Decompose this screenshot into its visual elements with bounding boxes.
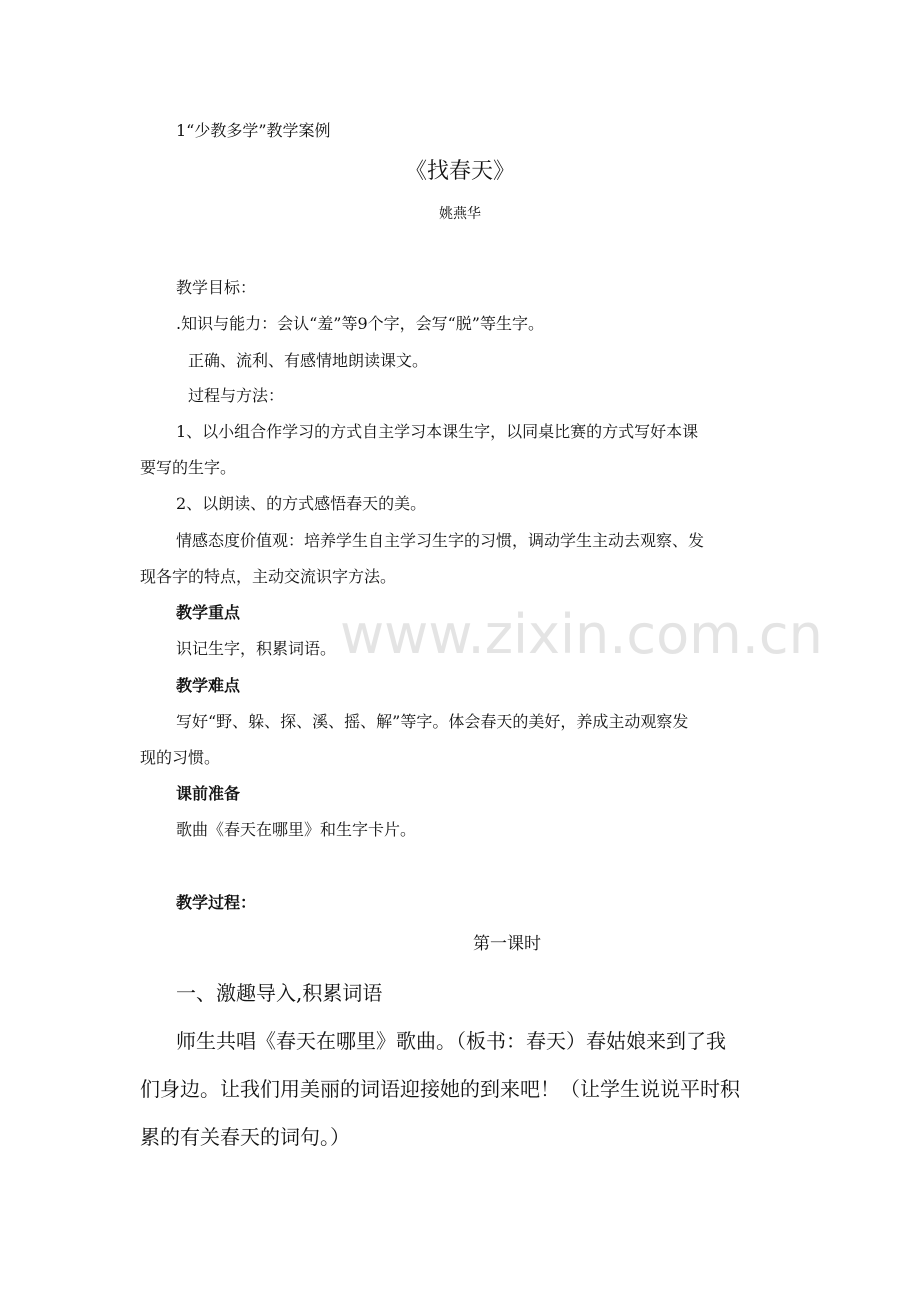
difficulty-line-1: 写好“野、躲、探、溪、摇、解”等字。体会春天的美好，养成主动观察发	[176, 712, 689, 731]
goal-reading: 正确、流利、有感情地朗读课文。	[188, 351, 429, 370]
emotion-line-2: 现各字的特点，主动交流识字方法。	[140, 567, 397, 586]
doc-author: 姚燕华	[439, 206, 481, 222]
goal-knowledge: .知识与能力：会认“羞”等9个字，会写“脱”等生字。	[176, 314, 544, 333]
key-text: 识记生字，积累词语。	[176, 639, 337, 658]
goals-label: 教学目标：	[176, 278, 257, 297]
watermark: www.zixin.com.cn	[340, 603, 823, 666]
prep-label: 课前准备	[176, 784, 241, 803]
section-1-heading: 一、激趣导入,积累词语	[176, 981, 383, 1005]
doc-title: 《找春天》	[404, 159, 515, 184]
difficulty-line-2: 现的习惯。	[140, 748, 221, 767]
doc-header: 1“少教多学”教学案例	[176, 121, 331, 140]
process-method-label: 过程与方法：	[188, 386, 285, 405]
prep-text: 歌曲《春天在哪里》和生字卡片。	[176, 820, 417, 839]
lesson-title: 第一课时	[473, 934, 541, 954]
para-1-line-1: 师生共唱《春天在哪里》歌曲。（板书：春天）春姑娘来到了我	[176, 1029, 726, 1053]
key-label: 教学重点	[176, 603, 241, 622]
para-1-line-3: 累的有关春天的词句。）	[140, 1125, 350, 1149]
method-1-line-2: 要写的生字。	[140, 458, 237, 477]
method-1-line-1: 1、以小组合作学习的方式自主学习本课生字，以同桌比赛的方式写好本课	[176, 422, 699, 441]
emotion-line-1: 情感态度价值观：培养学生自主学习生字的习惯，调动学生主动去观察、发	[176, 531, 705, 550]
difficulty-label: 教学难点	[176, 676, 241, 695]
para-1-line-2: 们身边。让我们用美丽的词语迎接她的到来吧！（让学生说说平时积	[140, 1077, 740, 1101]
process-label: 教学过程：	[176, 893, 257, 912]
method-2: 2、以朗读、的方式感悟春天的美。	[176, 494, 427, 513]
